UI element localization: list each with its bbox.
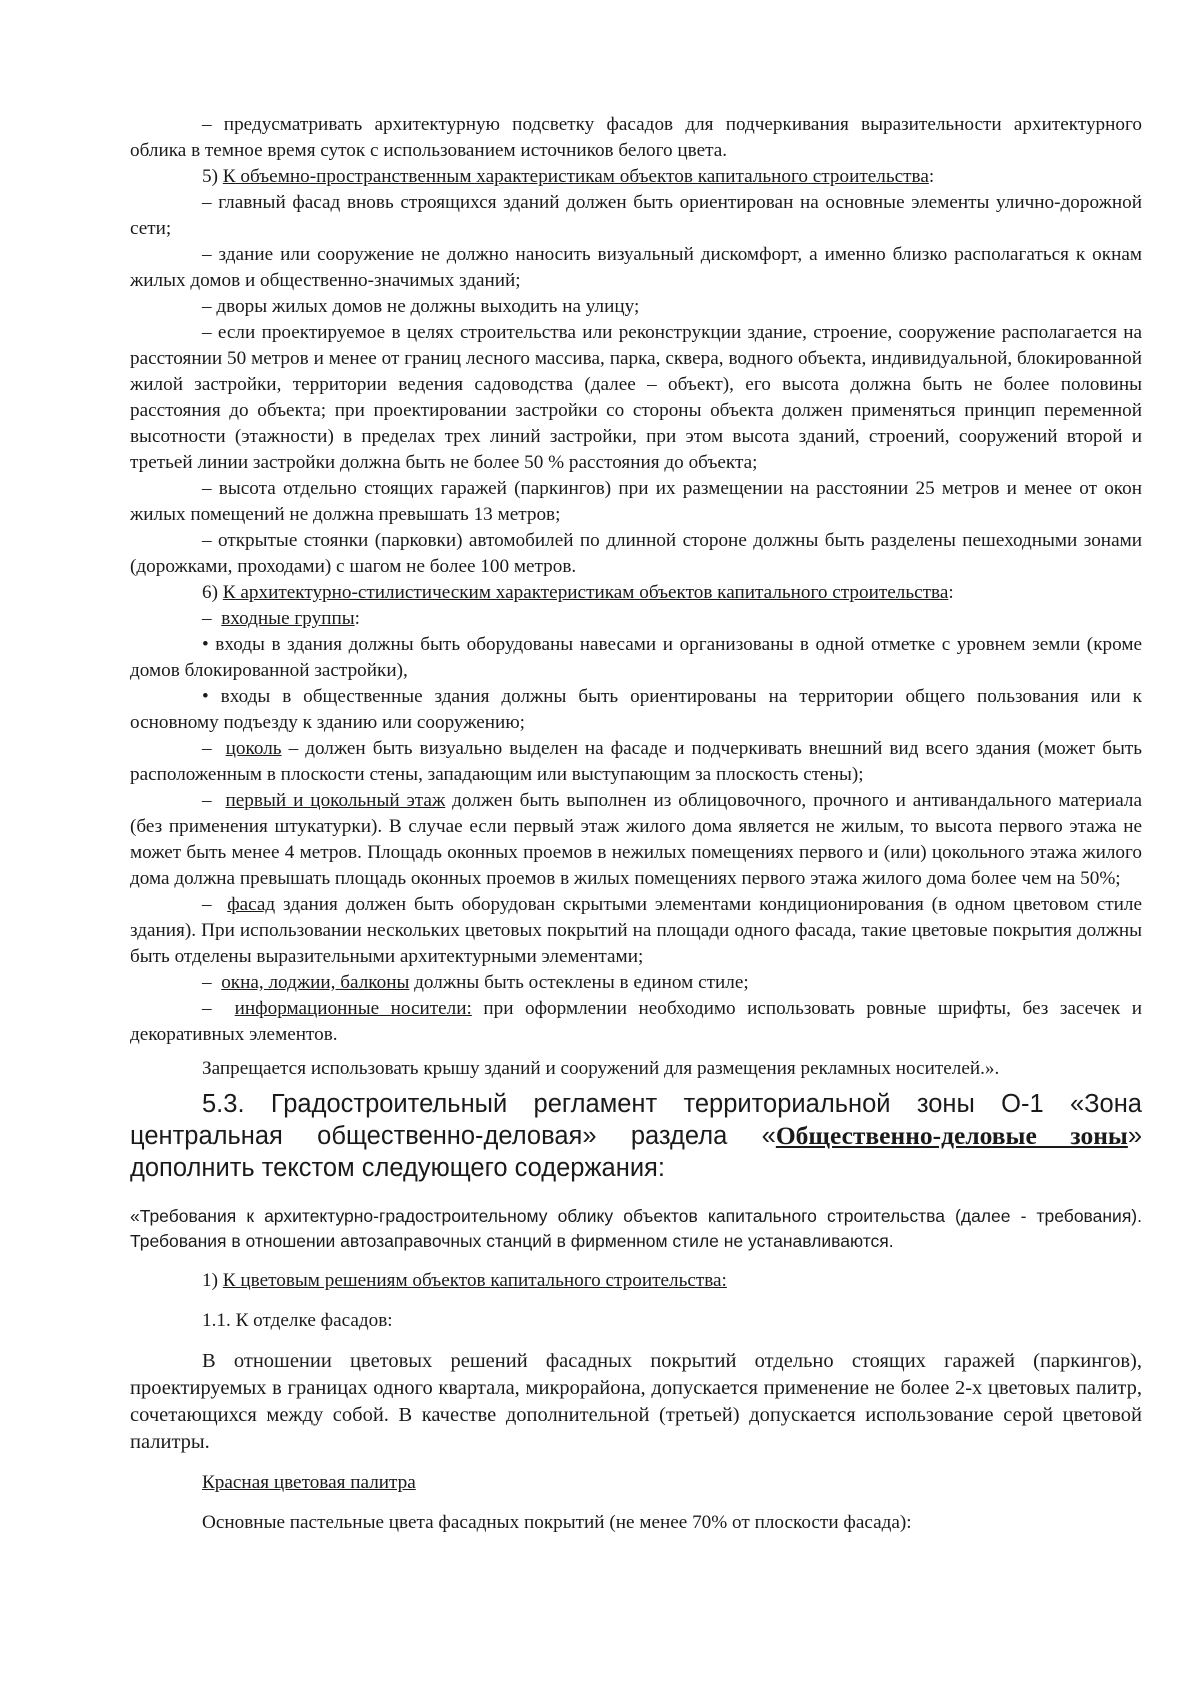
requirements-intro: «Требования к архитектурно-градостроительному облику объектов капитального строительства (далее - требования). Требования в отношении автозаправочных станций в фирменном стиле не устанавливаются.	[130, 1206, 1142, 1251]
term: информационные носители:	[234, 998, 472, 1019]
section-number: 5)	[202, 166, 218, 187]
heading-bold-term: Общественно-деловые зоны	[775, 1121, 1128, 1150]
dash: –	[202, 894, 212, 915]
dash: –	[202, 608, 212, 629]
paragraph-lighting: – предусматривать архитектурную подсветку фасадов для подчеркивания выразительности архитектурного облика в темное время суток с использованием источников белого цвета.	[130, 114, 1142, 161]
dash: –	[202, 998, 212, 1019]
colon: :	[354, 608, 360, 629]
paragraph-pastel-colors: Основные пастельные цвета фасадных покрытий (не менее 70% от плоскости фасада):	[202, 1512, 912, 1533]
paragraph-height-50m: – если проектируемое в целях строительства или реконструкции здание, строение, сооружение располагается на расстоянии 50 метров и менее от границ лесного массива, парка, сквера, водного объекта, индивидуальной, блокированной жилой застройки, территории ведения садоводства (далее – объект), его высота должна быть не более половины расстояния до объекта; при проектировании застройки со стороны объекта должен применяться принцип переменной высотности (этажности) в пределах трех линий застройки, при этом высота зданий, строений, сооружений второй и третьей линии застройки должна быть не более 50 % расстояния до объекта;	[130, 322, 1142, 473]
dash: –	[202, 972, 212, 993]
subsection-1-1-heading: 1.1. К отделке фасадов:	[202, 1310, 393, 1331]
section-title: К объемно-пространственным характеристикам объектов капитального строительства	[222, 166, 929, 187]
dash: –	[202, 790, 212, 811]
paragraph-plinth	[130, 736, 1142, 788]
term: цоколь	[225, 738, 282, 759]
term: окна, лоджии, балконы	[221, 972, 410, 993]
term: первый и цокольный этаж	[225, 790, 446, 811]
heading-5-3	[130, 1088, 1142, 1184]
dash: –	[202, 738, 212, 759]
paragraph-roof-ban: Запрещается использовать крышу зданий и сооружений для размещения рекламных носителей.».	[202, 1058, 1000, 1079]
term-text: при оформлении необходимо использовать ровные шрифты, без засечек и декоративных элементов.	[130, 998, 1143, 1045]
section-number: 1)	[202, 1270, 218, 1291]
term-text: должны быть остеклены в едином стиле;	[409, 972, 749, 993]
section-colon: :	[948, 582, 954, 603]
section-title: К цветовым решениям объектов капитального строительства:	[222, 1270, 727, 1291]
paragraph-yards: – дворы жилых домов не должны выходить на улицу;	[202, 296, 640, 317]
entrance-groups-heading	[130, 606, 1142, 632]
paragraph-main-facade: – главный фасад вновь строящихся зданий должен быть ориентирован на основные элементы улично-дорожной сети;	[130, 192, 1142, 239]
term-text: здания должен быть оборудован скрытыми элементами кондиционирования (в одном цветовом стиле здания). При использовании нескольких цветовых покрытий на площади одного фасада, такие цветовые покрытия должны быть отделены выразительными архитектурными элементами;	[130, 894, 1143, 967]
heading-text-end: » дополнить текстом следующего содержания:	[130, 1122, 1143, 1182]
paragraph-discomfort: – здание или сооружение не должно наносить визуальный дискомфорт, а именно близко располагаться к окнам жилых домов и общественно-значимых зданий;	[130, 244, 1142, 291]
paragraph-garages: – высота отдельно стоящих гаражей (паркингов) при их размещении на расстоянии 25 метров и менее от окон жилых помещений не должна превышать 13 метров;	[130, 478, 1142, 525]
subsection-1-heading	[130, 1268, 1142, 1294]
entrance-groups-title: входные группы	[221, 608, 355, 629]
heading-text: 5.3. Градостроительный регламент территориальной зоны О-1 «Зона центральная общественно-деловая» раздела «	[130, 1090, 1142, 1150]
section-6-heading	[130, 580, 1142, 606]
paragraph-windows	[130, 970, 1142, 996]
term-text: – должен быть визуально выделен на фасаде и подчеркивать внешний вид всего здания (может быть расположенным в плоскости стены, западающим или выступающим за плоскость стены);	[130, 738, 1142, 785]
paragraph-first-floor	[130, 788, 1142, 892]
bullet-item: • входы в здания должны быть оборудованы навесами и организованы в одной отметке с уровнем земли (кроме домов блокированной застройки),	[130, 634, 1142, 681]
term: фасад	[227, 894, 276, 915]
paragraph-info-carriers	[130, 996, 1142, 1048]
paragraph-facade	[130, 892, 1142, 970]
red-palette-title: Красная цветовая палитра	[202, 1472, 416, 1493]
section-number: 6)	[202, 582, 218, 603]
term-text: должен быть выполнен из облицовочного, прочного и антивандального материала (без применения штукатурки). В случае если первый этаж жилого дома является не жилым, то высота первого этажа не может быть менее 4 метров. Площадь оконных проемов в нежилых помещениях первого и (или) цокольного этажа жилого дома должна превышать площадь оконных проемов в жилых помещениях первого этажа жилого дома более чем на 50%;	[130, 790, 1142, 889]
bullet-item: • входы в общественные здания должны быть ориентированы на территории общего пользования или к основному подъезду к зданию или сооружению;	[130, 686, 1142, 733]
document-page	[130, 112, 1142, 1536]
section-colon: :	[928, 166, 935, 187]
paragraph-color-palettes: В отношении цветовых решений фасадных покрытий отдельно стоящих гаражей (паркингов), проектируемых в границах одного квартала, микрорайона, допускается применение не более 2-х цветовых палитр, сочетающихся между собой. В качестве дополнительной (третьей) допускается использование серой цветовой палитры.	[130, 1350, 1142, 1453]
paragraph-parking: – открытые стоянки (парковки) автомобилей по длинной стороне должны быть разделены пешеходными зонами (дорожками, проходами) с шагом не более 100 метров.	[130, 530, 1142, 577]
section-title: К архитектурно-стилистическим характеристикам объектов капитального строительства	[222, 582, 949, 603]
section-5-heading	[130, 164, 1142, 190]
